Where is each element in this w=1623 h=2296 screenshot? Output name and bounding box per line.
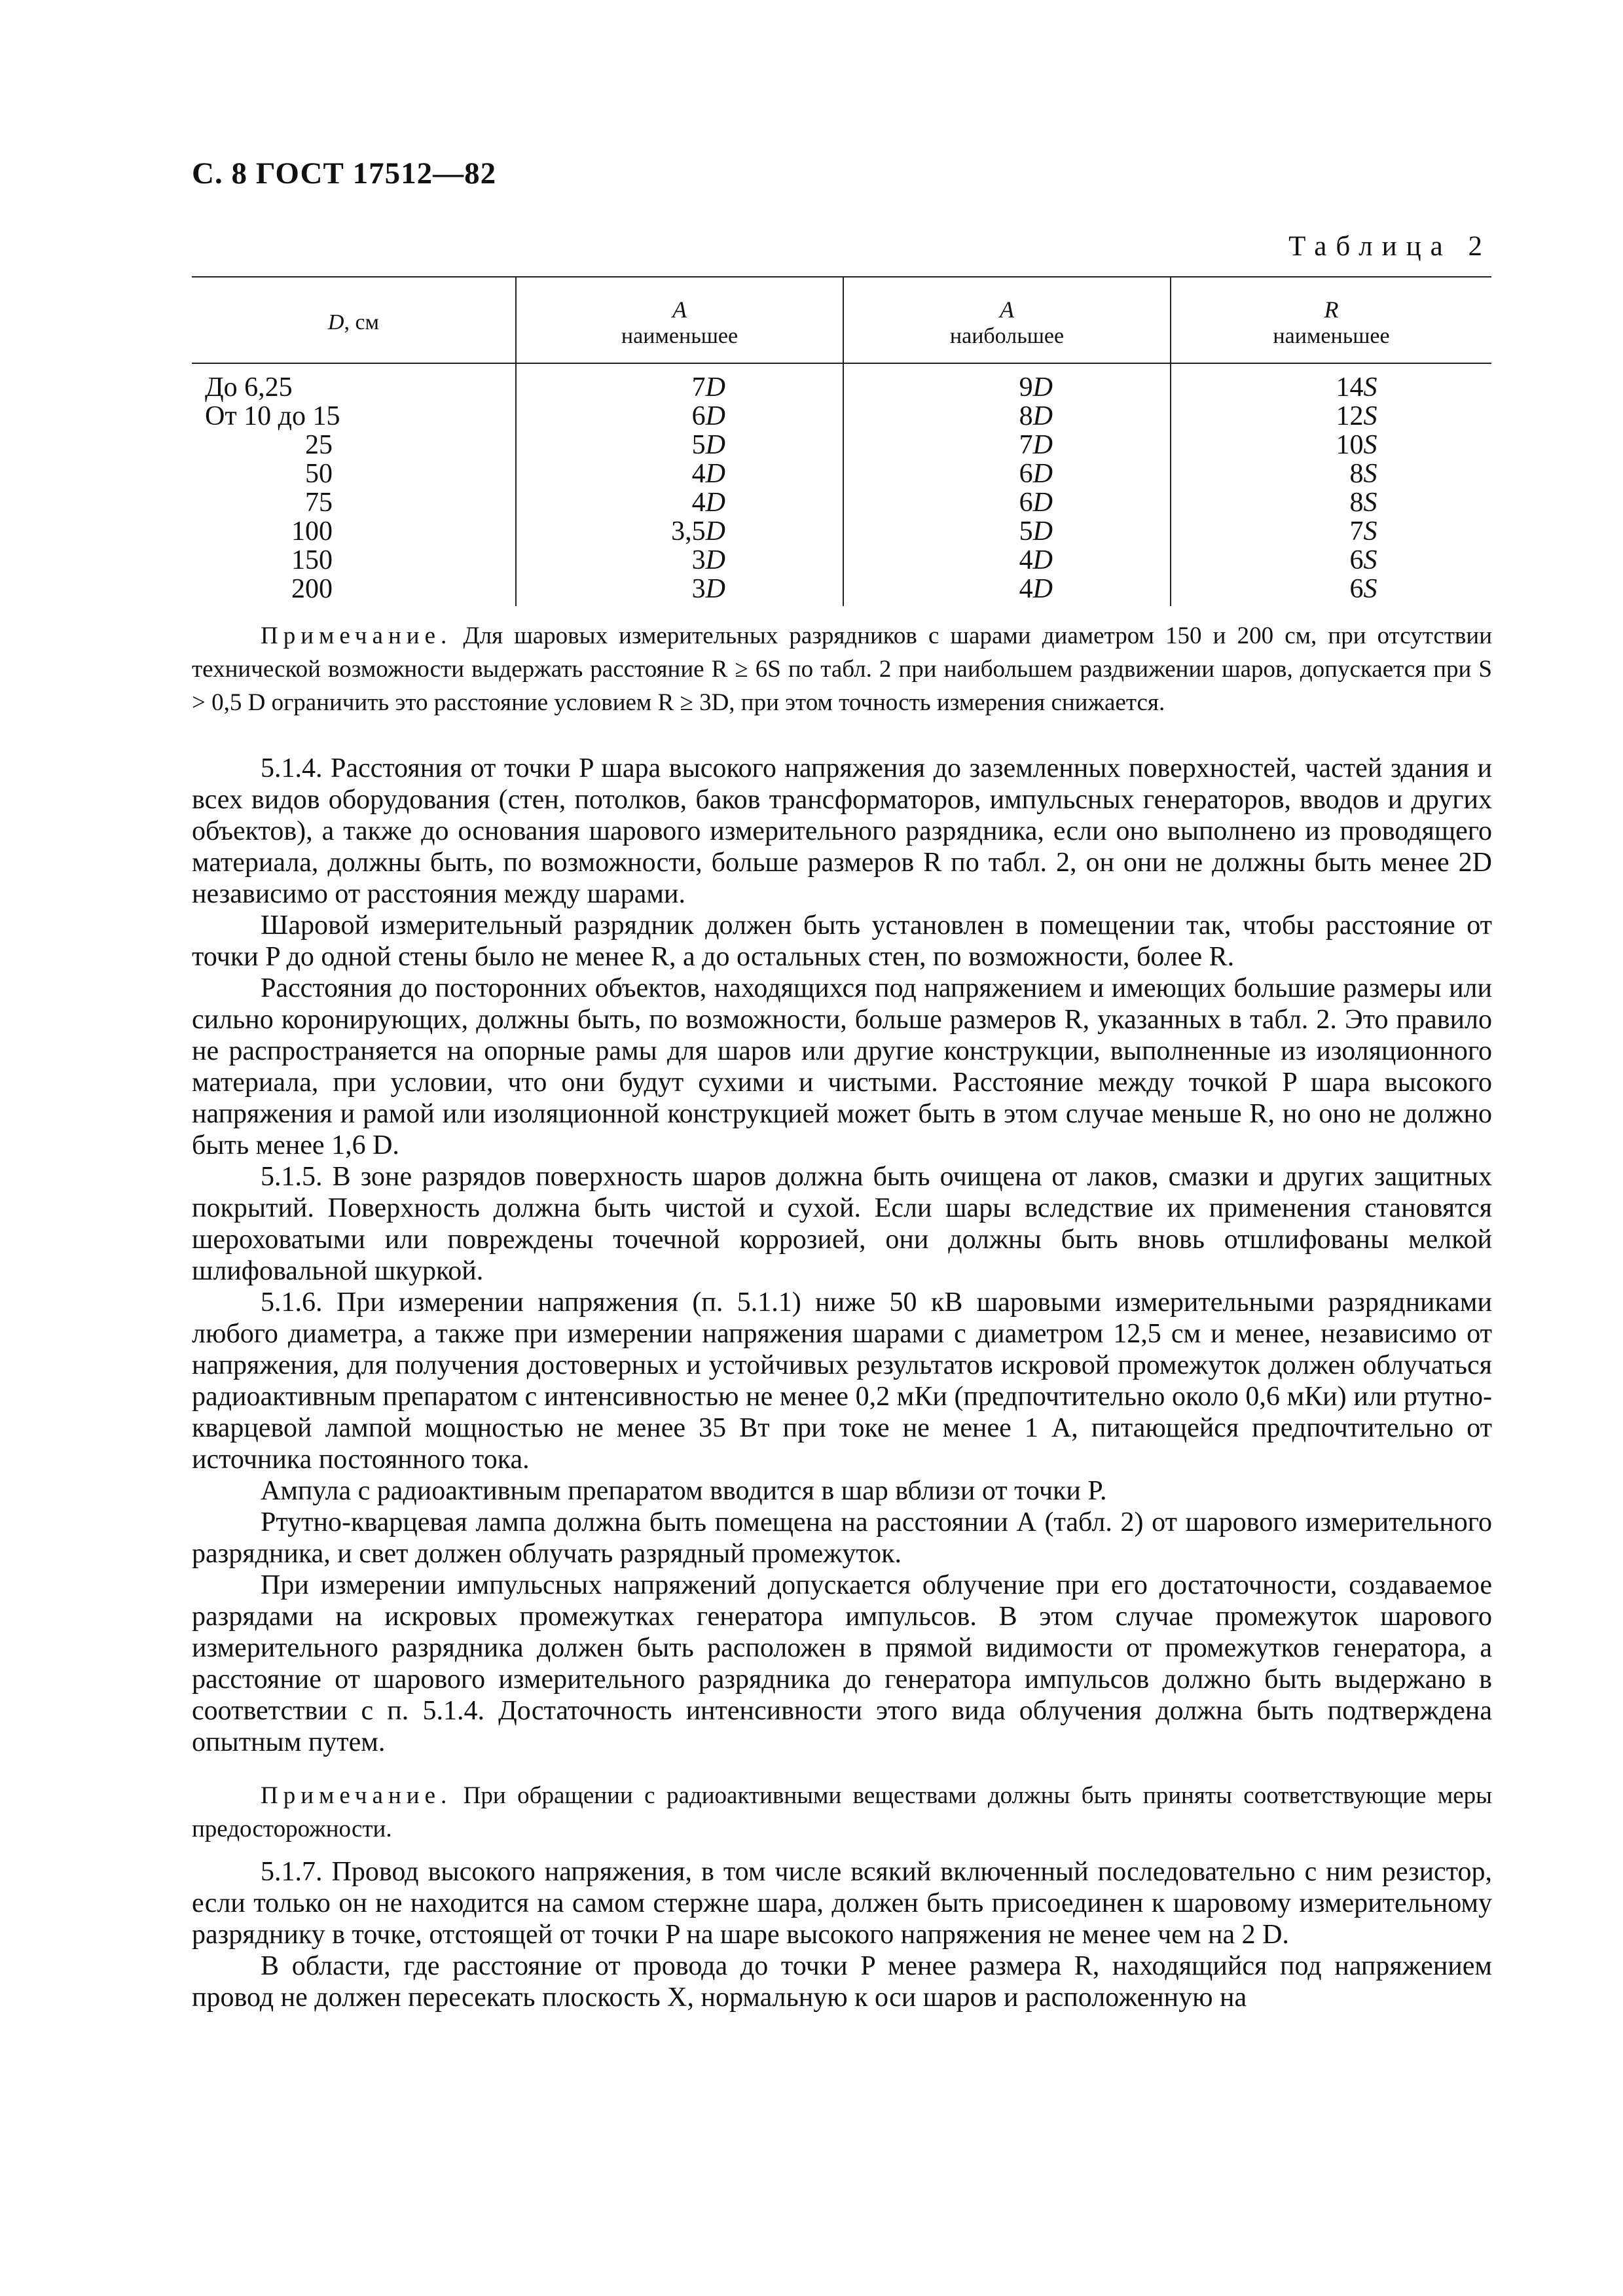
cell-a-max: [843, 546, 1171, 575]
column-header-diameter-unit: , см: [344, 310, 380, 334]
cell-a-min-value: 3,5D: [671, 516, 725, 547]
cell-a-min-value: 7D: [691, 372, 725, 403]
column-header-a-max: [843, 277, 1171, 363]
column-header-r-min-label: наименьшее: [1273, 324, 1390, 348]
column-header-a-min: [516, 277, 843, 363]
cell-a-min: [516, 517, 843, 546]
column-header-a-max-symbol: A: [1000, 296, 1014, 323]
cell-diameter-value: До 6,25: [205, 372, 293, 403]
cell-r-min-value: 7S: [1349, 516, 1377, 547]
table-row: [192, 546, 1491, 575]
body-paragraph: Ртутно-кварцевая лампа должна быть помещена на расстоянии А (табл. 2) от шарового измерительного разрядника, и свет должен облучать разрядный промежуток.: [192, 1507, 1492, 1569]
cell-a-min-value: 3D: [691, 545, 725, 575]
body-paragraph: Ампула с радиоактивным препаратом вводится в шар вблизи от точки P.: [261, 1476, 1107, 1506]
cell-diameter-value: 75: [305, 488, 333, 518]
cell-a-min-value: 6D: [691, 401, 725, 431]
cell-r-min: [1171, 575, 1491, 606]
cell-r-min-value: 14S: [1336, 372, 1377, 403]
column-header-diameter: [192, 277, 516, 363]
cell-a-max: [843, 488, 1171, 517]
cell-a-max-value: 9D: [1019, 372, 1053, 403]
table-row: [192, 517, 1491, 546]
cell-r-min: [1171, 546, 1491, 575]
cell-a-min: [516, 546, 843, 575]
cell-diameter-value: 100: [291, 516, 333, 547]
table-note: [192, 619, 1492, 719]
table-header-row: [192, 277, 1491, 363]
cell-a-min: [516, 431, 843, 459]
note-label: Примечание.: [261, 622, 452, 649]
table-body: [192, 363, 1491, 606]
cell-diameter: [192, 488, 516, 517]
column-header-r-min-symbol: R: [1324, 296, 1339, 323]
cell-a-min: [516, 459, 843, 488]
cell-r-min: [1171, 517, 1491, 546]
column-header-a-min-label: наименьшее: [621, 324, 739, 348]
body-paragraph: 5.1.5. В зоне разрядов поверхность шаров должна быть очищена от лаков, смазки и других защитных покрытий. Поверхность должна быть чистой и сухой. Если шары вследствие их применения становятся шероховатыми или повреждены точечной коррозией, они должны быть вновь отшлифованы мелкой шлифовальной шкуркой.: [192, 1162, 1492, 1286]
cell-r-min: [1171, 431, 1491, 459]
body-paragraph: В области, где расстояние от провода до точки P менее размера R, находящийся под напряжением провод не должен пересекать плоскость X, нормальную к оси шаров и расположенную на: [192, 1951, 1492, 2013]
table-row: [192, 575, 1491, 606]
cell-diameter: [192, 517, 516, 546]
body-paragraph: 5.1.4. Расстояния от точки P шара высокого напряжения до заземленных поверхностей, частей здания и всех видов оборудования (стен, потолков, баков трансформаторов, импульсных генераторов, вводов и других объектов), а также до основания шарового измерительного разрядника, если оно выполнено из проводящего материала, должны быть, по возможности, больше размеров R по табл. 2, он они не должны быть менее 2D независимо от расстояния между шарами.: [192, 753, 1492, 909]
body-paragraph: Расстояния до посторонних объектов, находящихся под напряжением и имеющих большие размеры или сильно коронирующих, должны быть, по возможности, больше размеров R, указанных в табл. 2. Это правило не распространяется на опорные рамы для шаров или другие конструкции, выполненные из изоляционного материала, при условии, что они будут сухими и чистыми. Расстояние между точкой P шара высокого напряжения и рамой или изоляционной конструкцией может быть в этом случае меньше R, но оно не должно быть менее 1,6 D.: [192, 973, 1492, 1160]
cell-a-max-value: 8D: [1019, 401, 1053, 431]
cell-diameter-value: От 10 до 15: [205, 401, 340, 431]
note-label: Примечание.: [261, 1782, 452, 1809]
cell-a-min: [516, 575, 843, 606]
cell-diameter-value: 150: [291, 545, 333, 575]
page-header: С. 8 ГОСТ 17512—82: [192, 156, 497, 190]
note-text: Для шаровых измерительных разрядников с шарами диаметром 150 и 200 см, при отсутствии технической возможности выдержать расстояние R ≥ 6S по табл. 2 при наибольшем раздвижении шаров, допускается при S > 0,5 D ограничить это расстояние условием R ≥ 3D, при этом точность измерения снижается.: [192, 622, 1492, 716]
table-row: [192, 431, 1491, 459]
section-5-1-4-to-5-1-6: [192, 753, 1492, 1758]
table-row: [192, 488, 1491, 517]
cell-diameter-value: 50: [305, 459, 333, 489]
cell-r-min-value: 6S: [1349, 545, 1377, 575]
cell-diameter: [192, 575, 516, 606]
body-paragraph: 5.1.6. При измерении напряжения (п. 5.1.1) ниже 50 кВ шаровыми измерительными разрядниками любого диаметра, а также при измерении напряжения шарами с диаметром 12,5 см и менее, независимо от напряжения, для получения достоверных и устойчивых результатов искровой промежуток должен облучаться радиоактивным препаратом с интенсивностью не менее 0,2 мКи (предпочтительно около 0,6 мКи) или ртутно-кварцевой лампой мощностью не менее 35 Вт при токе не менее 1 А, питающейся предпочтительно от источника постоянного тока.: [192, 1287, 1492, 1475]
cell-a-min: [516, 402, 843, 431]
cell-r-min: [1171, 488, 1491, 517]
body-paragraph: Шаровой измерительный разрядник должен быть установлен в помещении так, чтобы расстояние от точки P до одной стены было не менее R, а до остальных стен, по возможности, более R.: [192, 910, 1492, 972]
cell-a-max-value: 5D: [1019, 516, 1053, 547]
cell-r-min: [1171, 459, 1491, 488]
cell-diameter-value: 200: [291, 574, 333, 604]
cell-a-min-value: 4D: [691, 488, 725, 518]
radioactive-note: [192, 1779, 1492, 1846]
cell-a-min: [516, 488, 843, 517]
cell-a-max: [843, 459, 1171, 488]
cell-r-min-value: 6S: [1349, 574, 1377, 604]
cell-diameter: [192, 546, 516, 575]
cell-diameter: [192, 363, 516, 402]
body-paragraph: 5.1.7. Провод высокого напряжения, в том числе всякий включенный последовательно с ним резистор, если только он не находится на самом стержне шара, должен быть присоединен к шаровому измерительному разряднику в точке, отстоящей от точки P на шаре высокого напряжения не менее чем на 2 D.: [192, 1857, 1492, 1950]
cell-diameter: [192, 431, 516, 459]
column-header-diameter-symbol: D: [327, 310, 344, 334]
table-row: [192, 459, 1491, 488]
note-text: При обращении с радиоактивными веществами должны быть приняты соответствующие меры предосторожности.: [192, 1782, 1492, 1842]
spacing-table: [192, 276, 1491, 606]
cell-a-min-value: 4D: [691, 459, 725, 489]
cell-a-max: [843, 402, 1171, 431]
cell-diameter: [192, 459, 516, 488]
cell-a-max-value: 6D: [1019, 488, 1053, 518]
column-header-a-max-label: наибольшее: [949, 324, 1065, 348]
section-5-1-7: [192, 1856, 1492, 2013]
cell-r-min: [1171, 402, 1491, 431]
cell-a-min-value: 5D: [691, 430, 725, 460]
table-row: [192, 402, 1491, 431]
cell-a-max: [843, 575, 1171, 606]
cell-a-min-value: 3D: [691, 574, 725, 604]
cell-a-min: [516, 363, 843, 402]
cell-diameter-value: 25: [305, 430, 333, 460]
body-paragraph: При измерении импульсных напряжений допускается облучение при его достаточности, создаваемое разрядами на искровых промежутках генератора импульсов. В этом случае промежуток шарового измерительного разрядника должен быть расположен в прямой видимости от промежутков генератора, а расстояние от шарового измерительного разрядника до генератора импульсов должно быть выдержано в соответствии с п. 5.1.4. Достаточность интенсивности этого вида облучения должна быть подтверждена опытным путем.: [192, 1570, 1492, 1757]
cell-a-max-value: 4D: [1019, 545, 1053, 575]
cell-diameter: [192, 402, 516, 431]
cell-a-max-value: 6D: [1019, 459, 1053, 489]
cell-a-max-value: 7D: [1019, 430, 1053, 460]
cell-r-min-value: 12S: [1336, 401, 1377, 431]
cell-a-max: [843, 431, 1171, 459]
cell-a-max: [843, 517, 1171, 546]
cell-a-max-value: 4D: [1019, 574, 1053, 604]
column-header-r-min: [1171, 277, 1491, 363]
column-header-a-min-symbol: A: [672, 296, 687, 323]
cell-r-min: [1171, 363, 1491, 402]
table-caption: Таблица 2: [1288, 231, 1491, 262]
cell-a-max: [843, 363, 1171, 402]
cell-r-min-value: 8S: [1349, 459, 1377, 489]
cell-r-min-value: 10S: [1336, 430, 1377, 460]
table-row: [192, 363, 1491, 402]
cell-r-min-value: 8S: [1349, 488, 1377, 518]
